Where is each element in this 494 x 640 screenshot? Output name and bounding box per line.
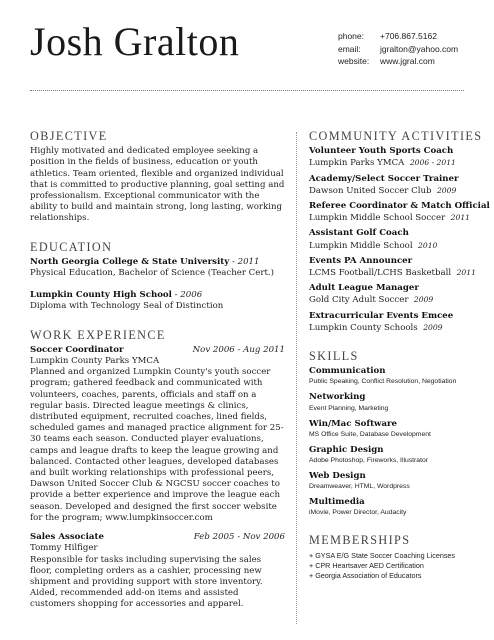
contact-label: email:: [338, 43, 361, 54]
contact-website: [338, 55, 458, 68]
skill-name: Graphic Design: [309, 444, 384, 455]
community-role: Adult League Manager: [309, 283, 419, 294]
education-item: [30, 290, 285, 312]
membership-item: + Georgia Association of Educators: [309, 571, 422, 581]
skill-item: [309, 419, 479, 440]
community-org: Dawson United Soccer Club: [309, 185, 432, 196]
resume-name: Josh Gralton: [30, 19, 240, 64]
community-years: 2006 - 2011: [409, 158, 456, 168]
school-name: Lumpkin County High School: [30, 290, 172, 301]
community-item: [309, 228, 479, 251]
community-role: Volunteer Youth Sports Coach: [309, 146, 454, 157]
community-years: 2009: [436, 185, 457, 195]
column-divider: [296, 132, 297, 624]
section-heading: WORK EXPERIENCE: [30, 327, 166, 342]
job-dates: Nov 2006 - Aug 2011: [192, 344, 285, 355]
community-item: [309, 146, 479, 169]
skill-detail: Dreamweaver, HTML, Wordpress: [309, 483, 410, 491]
skill-detail: Adobe Photoshop, Fireworks, Illustrator: [309, 457, 429, 465]
skill-item: [309, 471, 479, 492]
degree: Physical Education, Bachelor of Science (Teacher Cert.): [30, 268, 274, 279]
skill-item: [309, 366, 479, 387]
community-years: 2011: [456, 268, 476, 278]
skills-section: [309, 351, 479, 518]
community-role: Referee Coordinator & Match Official: [309, 201, 490, 212]
skill-name: Multimedia: [309, 497, 365, 508]
left-column: [30, 131, 285, 619]
skill-detail: Public Speaking, Conflict Resolution, Negotiation: [309, 378, 457, 386]
skill-detail: MS Office Suite, Database Development: [309, 430, 431, 438]
job-description: Planned and organized Lumpkin County's youth soccer program; gathered feedback and communicated with volunteers, coaches, parents, officials and staff on a regular basis. Directed league meetings & clinics, distributed equipment, recruited coaches, lined fields, scheduled games and managed practice alignment for 25-30 teams each season. Conducted player evaluations, camps and league drafts to keep the league growing and balanced. Contacted other leagues, developed databases and built working relationships with professional peers, Dawson United Soccer Club & NGCSU soccer coaches to provide a better experience and improve the league each season. Developed and designed the first soccer website for the program; www.lumpkinsoccer.com: [30, 367, 284, 523]
contact-label: phone:: [338, 31, 364, 41]
skill-item: [309, 497, 479, 518]
work-section: [30, 327, 285, 611]
section-heading: COMMUNITY ACTIVITIES: [309, 129, 483, 143]
community-item: [309, 311, 479, 334]
objective-section: [30, 131, 285, 225]
community-org: Lumpkin Parks YMCA: [309, 158, 405, 169]
education-section: [30, 239, 285, 313]
school-name: North Georgia College & State University: [30, 256, 230, 267]
community-org: LCMS Football/LCHS Basketball: [309, 268, 452, 279]
job-title: Soccer Coordinator: [30, 344, 124, 355]
job-dates: Feb 2005 - Nov 2006: [193, 532, 285, 543]
community-years: 2010: [418, 240, 438, 250]
community-item: [309, 256, 479, 279]
job-title: Sales Associate: [30, 532, 104, 543]
degree: Diploma with Technology Seal of Distinction: [30, 301, 224, 312]
job-org: Lumpkin County Parks YMCA: [30, 356, 160, 367]
community-role: Academy/Select Soccer Trainer: [309, 173, 459, 184]
school-year: - 2011: [229, 256, 260, 267]
community-org: Lumpkin County Schools: [309, 322, 418, 333]
job-description: Responsible for tasks including supervising the sales floor, completing orders as a cashier, processing new shipment and providing support with store inventory. Aided, recommended add-on items and assisted customers shopping for accessories and apparel.: [30, 554, 263, 610]
community-org: Lumpkin Middle School Soccer: [309, 213, 446, 224]
community-years: 2009: [413, 295, 434, 305]
community-item: [309, 174, 479, 197]
section-heading: SKILLS: [309, 349, 359, 364]
section-heading: EDUCATION: [30, 239, 113, 254]
objective-text: Highly motivated and dedicated employee seeking a position in the fields of business, education or youth athletics. Team oriented, flexible and organized individual that is committed to productive planning, goal setting and professionalism. Exceptional communicator with the ability to build and maintain strong, long lasting, working relationships.: [30, 146, 285, 224]
community-item: [309, 201, 490, 224]
contact-value: +706.867.5162: [380, 31, 437, 41]
skill-name: Communication: [309, 366, 386, 377]
skill-detail: iMovie, Power Director, Audacity: [309, 509, 407, 517]
education-item: [30, 257, 285, 279]
job-item: [30, 345, 285, 524]
community-role: Extracurricular Events Emcee: [309, 310, 454, 321]
skill-name: Win/Mac Software: [309, 418, 398, 429]
contact-value[interactable]: www.jgral.com: [380, 56, 435, 66]
skill-name: Web Design: [309, 471, 366, 482]
community-section: [309, 129, 490, 334]
contact-info: [338, 30, 458, 68]
header-divider: [30, 90, 464, 91]
community-years: 2009: [423, 322, 443, 332]
contact-value[interactable]: jgralton@yahoo.com: [380, 43, 459, 54]
community-years: 2011: [450, 213, 470, 223]
community-org: Lumpkin Middle School: [309, 240, 413, 251]
skill-name: Networking: [309, 392, 366, 403]
contact-phone: [338, 30, 458, 43]
memberships-section: [309, 535, 479, 581]
membership-item: + GYSA E/G State Soccer Coaching Licenses: [309, 550, 456, 560]
community-role: Events PA Announcer: [309, 255, 413, 266]
community-item: [309, 283, 479, 306]
school-year: - 2006: [171, 290, 203, 301]
contact-label: website:: [338, 56, 370, 66]
skill-item: [309, 392, 479, 413]
community-role: Assistant Golf Coach: [309, 228, 409, 239]
membership-item: + CPR Heartsaver AED Certification: [309, 560, 424, 570]
skill-detail: Event Planning, Marketing: [309, 404, 389, 412]
right-column: [309, 129, 490, 581]
community-org: Gold City Adult Soccer: [309, 295, 409, 306]
section-heading: MEMBERSHIPS: [309, 533, 411, 548]
contact-email: [338, 43, 458, 56]
skill-item: [309, 445, 479, 466]
job-item: [30, 532, 285, 610]
section-heading: OBJECTIVE: [30, 129, 108, 143]
job-org: Tommy Hilfiger: [30, 543, 98, 554]
